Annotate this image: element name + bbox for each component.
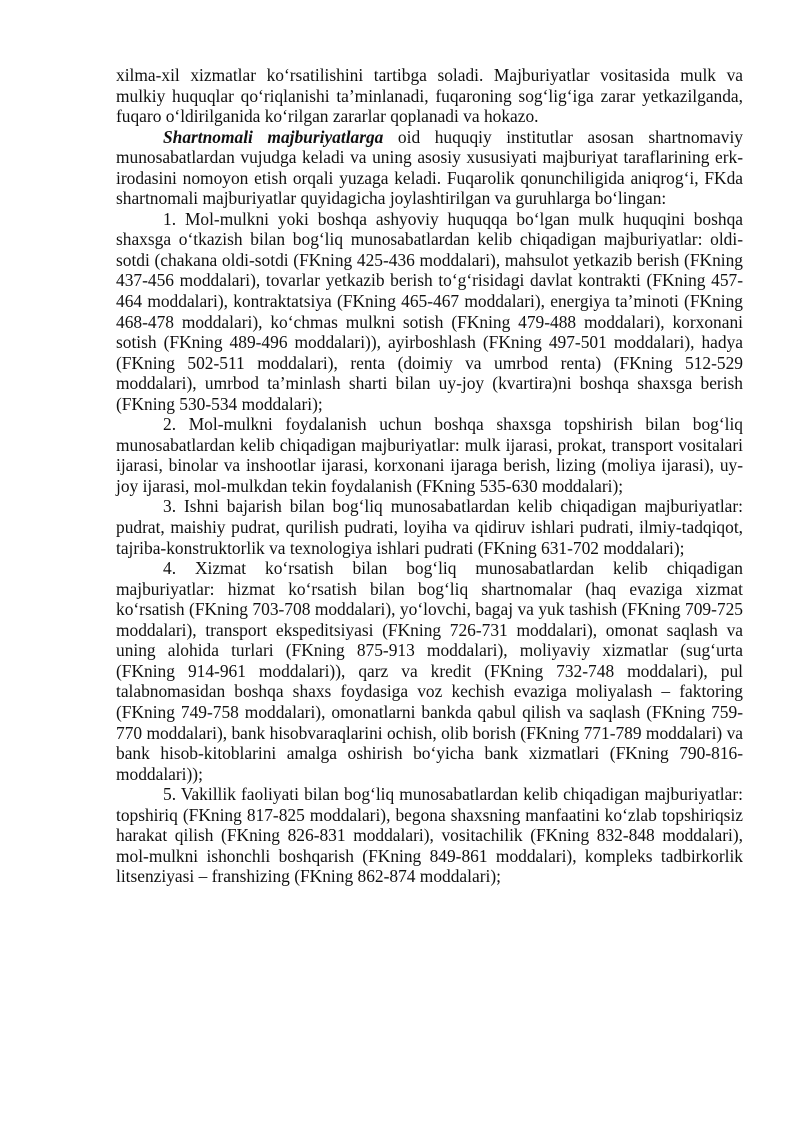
paragraph-contract-obligations: [116, 127, 743, 209]
list-item-3-work-performance: 3. Ishni bajarish bilan bogʻliq munosabatlardan kelib chiqadigan majburiyatlar: pudrat, maishiy pudrat, qurilish pudrati, loyiha va qidiruv ishlari pudrati, ilmiy-tadqiqot, tajriba-konstruktorlik va texnologiya ishlari pudrati (FKning 631-702 moddalari);: [116, 496, 743, 558]
paragraph-intro-continuation: xilma-xil xizmatlar koʻrsatilishini tartibga soladi. Majburiyatlar vositasida mulk va mulkiy huquqlar qoʻriqlanishi ta’minlanadi, fuqaroning sogʻligʻiga zarar yetkazilganda, fuqaro oʻldirilganida koʻrilgan zararlar qoplanadi va hokazo.: [116, 65, 743, 127]
list-item-5-agency: 5. Vakillik faoliyati bilan bogʻliq munosabatlardan kelib chiqadigan majburiyatlar: topshiriq (FKning 817-825 moddalari), begona shaxsning manfaatini koʻzlab topshiriqsiz harakat qilish (FKning 826-831 moddalari), vositachilik (FKning 832-848 moddalari), mol-mulkni ishonchli boshqarish (FKning 849-861 moddalari), kompleks tadbirkorlik litsenziyasi – franshizing (FKning 862-874 moddalari);: [116, 784, 743, 887]
list-item-4-services: 4. Xizmat koʻrsatish bilan bogʻliq munosabatlardan kelib chiqadigan majburiyatlar: hizmat koʻrsatish bilan bogʻliq shartnomalar (haq evaziga xizmat koʻrsatish (FKning 703-708 moddalari), yoʻlovchi, bagaj va yuk tashish (FKning 709-725 moddalari), transport ekspeditsiyasi (FKning 726-731 moddalari), omonat saqlash va uning alohida turlari (FKning 875-913 moddalari), moliyaviy xizmatlar (sugʻurta (FKning 914-961 moddalari)), qarz va kredit (FKning 732-748 moddalari), pul talabnomasidan boshqa shaxs foydasiga voz kechish evaziga moliyalash – faktoring (FKning 749-758 moddalari), omonatlarni bankda qabul qilish va saqlash (FKning 759-770 moddalari), bank hisobvaraqlarini ochish, olib borish (FKning 771-789 moddalari) va bank hisob-kitoblarini amalga oshirish boʻyicha bank xizmatlari (FKning 790-816-moddalari));: [116, 558, 743, 784]
document-page: [116, 65, 743, 887]
list-item-2-property-use: 2. Mol-mulkni foydalanish uchun boshqa shaxsga topshirish bilan bogʻliq munosabatlardan kelib chiqadigan majburiyatlar: mulk ijarasi, prokat, transport vositalari ijarasi, binolar va inshootlar ijarasi, korxonani ijaraga berish, lizing (moliya ijarasi), uy-joy ijarasi, mol-mulkdan tekin foydalanish (FKning 535-630 moddalari);: [116, 414, 743, 496]
list-item-1-property-transfer: 1. Mol-mulkni yoki boshqa ashyoviy huquqqa boʻlgan mulk huquqini boshqa shaxsga oʻtkazish bilan bogʻliq munosabatlardan kelib chiqadigan majburiyatlar: oldi-sotdi (chakana oldi-sotdi (FKning 425-436 moddalari), mahsulot yetkazib berish (FKning 437-456 moddalari), tovarlar yetkazib berish toʻgʻrisidagi davlat kontrakti (FKning 457-464 moddalari), kontraktatsiya (FKning 465-467 moddalari), energiya ta’minoti (FKning 468-478 moddalari), koʻchmas mulkni sotish (FKning 479-488 moddalari), korxonani sotish (FKning 489-496 moddalari)), ayirboshlash (FKning 497-501 moddalari), hadya (FKning 502-511 moddalari), renta (doimiy va umrbod renta) (FKning 512-529 moddalari), umrbod ta’minlash sharti bilan uy-joy (kvartira)ni boshqa shaxsga berish (FKning 530-534 moddalari);: [116, 208, 743, 414]
emphasized-term: Shartnomali majburiyatlarga: [163, 126, 384, 147]
paragraph-text: oid huquqiy institutlar asosan shartnomaviy munosabatlardan vujudga keladi va uning asosiy xususiyati majburiyat taraflarining erk-irodasini nomoyon etish orqali yuzaga keladi. Fuqarolik qonunchiligida aniqrogʻi, FKda shartnomali majburiyatlar quyidagicha joylashtirilgan va guruhlarga boʻlingan:: [116, 126, 743, 209]
